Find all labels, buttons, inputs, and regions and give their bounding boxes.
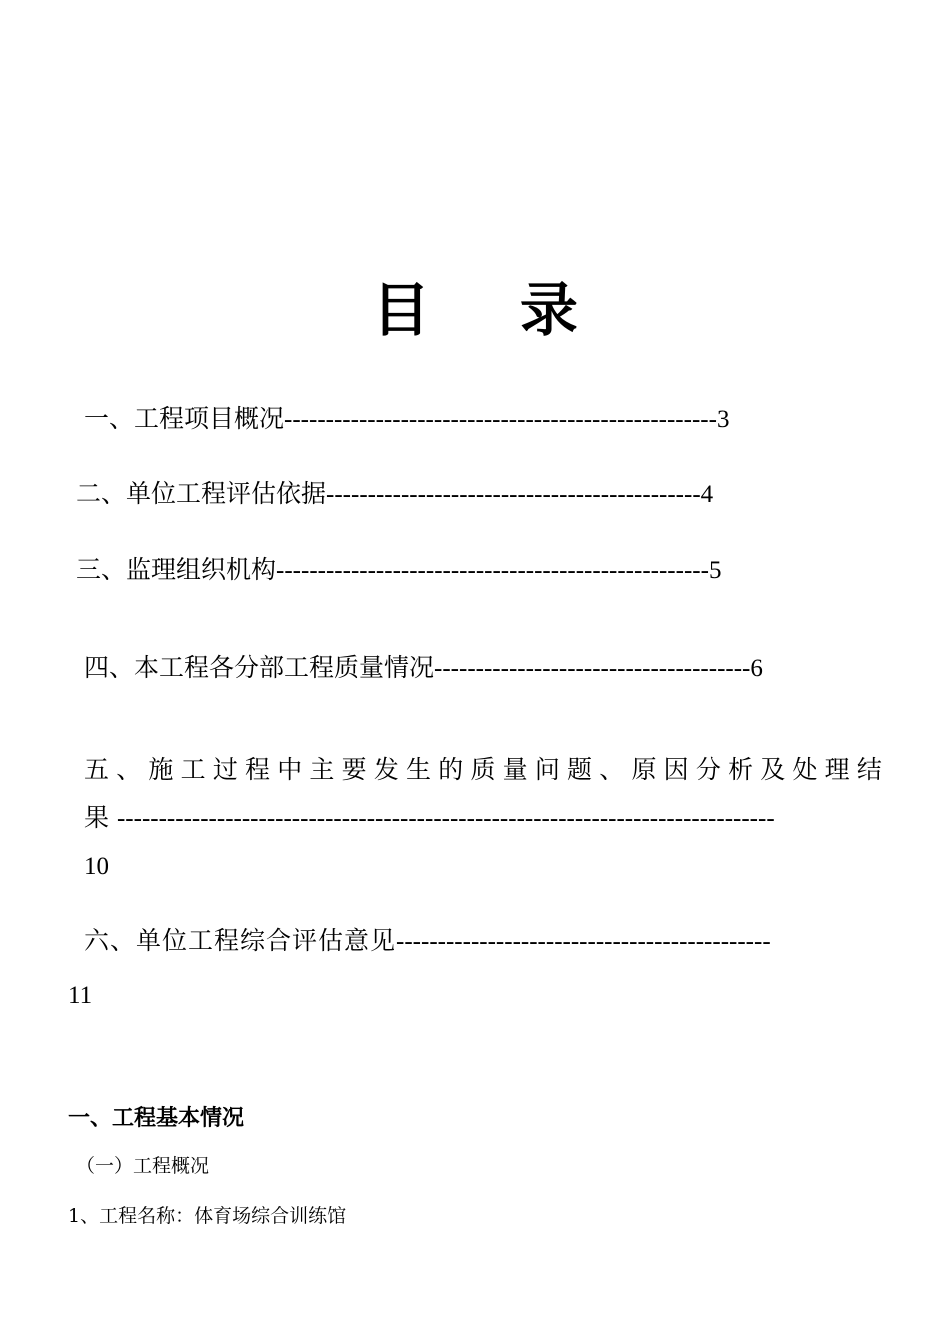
toc-entry-5[interactable] (84, 746, 882, 891)
toc-page-number: 11 (68, 982, 93, 1009)
toc-entry-1[interactable] (84, 404, 729, 435)
toc-entry-2[interactable] (76, 479, 713, 510)
toc-leader: -------------------------------------- (434, 655, 751, 682)
toc-leader: --------------------------------------------- (396, 928, 771, 955)
toc-entry-label: 一、工程项目概况 (84, 404, 285, 433)
toc-leader: ------------------------------------------------------------------------------- (116, 805, 775, 832)
toc-leader: --------------------------------------------- (326, 481, 701, 508)
toc-leader: ---------------------------------------------------- (284, 406, 717, 433)
toc-entry-4[interactable] (84, 653, 763, 684)
toc-entry-label: 四、本工程各分部工程质量情况 (84, 653, 435, 682)
page-title: 目 录 (372, 276, 613, 344)
toc-page-number: 5 (708, 557, 722, 584)
toc-leader: ---------------------------------------------------- (276, 557, 709, 584)
toc-entry-label: 五 、 施 工 过 程 中 主 要 发 生 的 质 量 问 题 、 原 因 分 析 及 处 理 结 (84, 755, 882, 784)
project-name-line: 1、工程名称：体育场综合训练馆 (68, 1205, 347, 1227)
toc-page-number: 6 (750, 655, 763, 682)
toc-entry-3[interactable] (76, 555, 721, 586)
toc-page-number: 10 (84, 853, 109, 880)
toc-entry-6[interactable] (68, 917, 771, 1020)
section-subheading: （一）工程概况 (76, 1155, 210, 1177)
toc-entry-label: 二、单位工程评估依据 (76, 479, 327, 508)
toc-page-number: 3 (716, 406, 730, 433)
section-heading: 一、工程基本情况 (68, 1105, 245, 1131)
toc-page-number: 4 (700, 481, 714, 508)
toc-entry-label-cont: 果 ------------------------------------------------------------------------------- (84, 803, 775, 832)
toc-entry-label: 六、单位工程综合评估意见--------------------------------------------- (84, 926, 771, 955)
toc-entry-label: 三、监理组织机构 (76, 555, 277, 584)
